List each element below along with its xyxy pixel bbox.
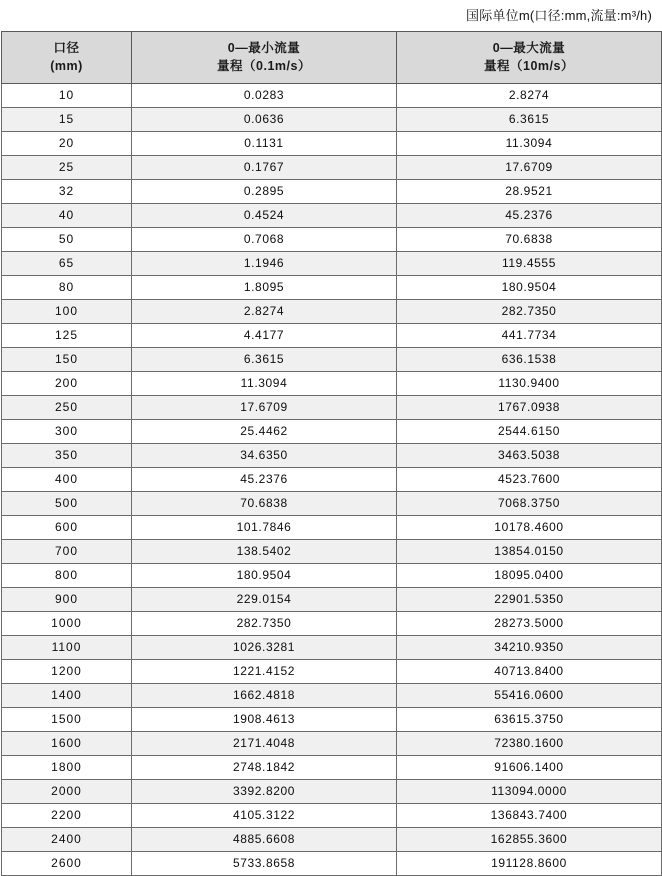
cell-diameter: 150 — [2, 348, 132, 372]
header-diameter — [2, 32, 132, 84]
table-row — [2, 156, 662, 180]
cell-max-flow: 113094.0000 — [397, 780, 662, 804]
cell-min-flow: 282.7350 — [132, 612, 397, 636]
table-row — [2, 492, 662, 516]
table-row — [2, 276, 662, 300]
header-max-flow-line2: 量程（10m/s） — [484, 59, 574, 73]
cell-diameter: 1800 — [2, 756, 132, 780]
table-row — [2, 612, 662, 636]
cell-min-flow: 5733.8658 — [132, 852, 397, 876]
cell-min-flow: 6.3615 — [132, 348, 397, 372]
table-row — [2, 828, 662, 852]
table-row — [2, 204, 662, 228]
cell-max-flow: 17.6709 — [397, 156, 662, 180]
cell-max-flow: 2.8274 — [397, 84, 662, 108]
cell-max-flow: 13854.0150 — [397, 540, 662, 564]
cell-diameter: 200 — [2, 372, 132, 396]
cell-diameter: 2400 — [2, 828, 132, 852]
cell-max-flow: 40713.8400 — [397, 660, 662, 684]
cell-min-flow: 17.6709 — [132, 396, 397, 420]
table-row — [2, 708, 662, 732]
cell-min-flow: 2748.1842 — [132, 756, 397, 780]
cell-min-flow: 45.2376 — [132, 468, 397, 492]
cell-max-flow: 4523.7600 — [397, 468, 662, 492]
table-row — [2, 300, 662, 324]
units-caption: 国际单位m(口径:mm,流量:m³/h) — [466, 8, 652, 23]
table-row — [2, 660, 662, 684]
cell-diameter: 50 — [2, 228, 132, 252]
cell-min-flow: 0.7068 — [132, 228, 397, 252]
cell-max-flow: 91606.1400 — [397, 756, 662, 780]
cell-min-flow: 1908.4613 — [132, 708, 397, 732]
cell-min-flow: 0.4524 — [132, 204, 397, 228]
cell-max-flow: 28273.5000 — [397, 612, 662, 636]
cell-diameter: 2200 — [2, 804, 132, 828]
cell-max-flow: 45.2376 — [397, 204, 662, 228]
cell-max-flow: 7068.3750 — [397, 492, 662, 516]
cell-max-flow: 11.3094 — [397, 132, 662, 156]
cell-max-flow: 180.9504 — [397, 276, 662, 300]
cell-min-flow: 2171.4048 — [132, 732, 397, 756]
header-min-flow — [132, 32, 397, 84]
cell-diameter: 80 — [2, 276, 132, 300]
cell-diameter: 25 — [2, 156, 132, 180]
cell-min-flow: 138.5402 — [132, 540, 397, 564]
table-row — [2, 516, 662, 540]
header-diameter-line2: (mm) — [50, 59, 83, 73]
cell-min-flow: 1026.3281 — [132, 636, 397, 660]
header-max-flow — [397, 32, 662, 84]
table-row — [2, 252, 662, 276]
cell-min-flow: 34.6350 — [132, 444, 397, 468]
cell-diameter: 125 — [2, 324, 132, 348]
table-row — [2, 636, 662, 660]
header-min-flow-line2: 量程（0.1m/s） — [217, 59, 311, 73]
cell-max-flow: 22901.5350 — [397, 588, 662, 612]
table-row — [2, 420, 662, 444]
cell-min-flow: 4885.6608 — [132, 828, 397, 852]
cell-diameter: 20 — [2, 132, 132, 156]
cell-diameter: 10 — [2, 84, 132, 108]
cell-max-flow: 28.9521 — [397, 180, 662, 204]
table-row — [2, 804, 662, 828]
table-row — [2, 468, 662, 492]
cell-diameter: 1100 — [2, 636, 132, 660]
cell-diameter: 1600 — [2, 732, 132, 756]
cell-diameter: 2600 — [2, 852, 132, 876]
cell-min-flow: 1662.4818 — [132, 684, 397, 708]
cell-diameter: 2000 — [2, 780, 132, 804]
cell-diameter: 1200 — [2, 660, 132, 684]
cell-diameter: 32 — [2, 180, 132, 204]
cell-max-flow: 34210.9350 — [397, 636, 662, 660]
cell-max-flow: 6.3615 — [397, 108, 662, 132]
cell-max-flow: 72380.1600 — [397, 732, 662, 756]
cell-max-flow: 18095.0400 — [397, 564, 662, 588]
cell-min-flow: 0.1131 — [132, 132, 397, 156]
table-row — [2, 780, 662, 804]
cell-diameter: 900 — [2, 588, 132, 612]
cell-diameter: 1400 — [2, 684, 132, 708]
table-row — [2, 372, 662, 396]
cell-diameter: 800 — [2, 564, 132, 588]
cell-min-flow: 3392.8200 — [132, 780, 397, 804]
cell-diameter: 500 — [2, 492, 132, 516]
cell-diameter: 350 — [2, 444, 132, 468]
cell-max-flow: 136843.7400 — [397, 804, 662, 828]
cell-min-flow: 0.0636 — [132, 108, 397, 132]
cell-max-flow: 63615.3750 — [397, 708, 662, 732]
cell-diameter: 700 — [2, 540, 132, 564]
cell-min-flow: 1.8095 — [132, 276, 397, 300]
cell-max-flow: 282.7350 — [397, 300, 662, 324]
cell-max-flow: 1767.0938 — [397, 396, 662, 420]
cell-diameter: 600 — [2, 516, 132, 540]
table-header — [2, 32, 662, 84]
cell-diameter: 65 — [2, 252, 132, 276]
table-row — [2, 180, 662, 204]
cell-min-flow: 25.4462 — [132, 420, 397, 444]
cell-max-flow: 119.4555 — [397, 252, 662, 276]
cell-min-flow: 4.4177 — [132, 324, 397, 348]
cell-diameter: 1000 — [2, 612, 132, 636]
cell-max-flow: 3463.5038 — [397, 444, 662, 468]
cell-min-flow: 101.7846 — [132, 516, 397, 540]
cell-max-flow: 55416.0600 — [397, 684, 662, 708]
cell-min-flow: 1.1946 — [132, 252, 397, 276]
cell-diameter: 250 — [2, 396, 132, 420]
cell-min-flow: 11.3094 — [132, 372, 397, 396]
cell-diameter: 15 — [2, 108, 132, 132]
table-row — [2, 348, 662, 372]
cell-diameter: 40 — [2, 204, 132, 228]
cell-max-flow: 70.6838 — [397, 228, 662, 252]
table-row — [2, 684, 662, 708]
cell-diameter: 100 — [2, 300, 132, 324]
cell-min-flow: 0.0283 — [132, 84, 397, 108]
table-row — [2, 564, 662, 588]
cell-max-flow: 162855.3600 — [397, 828, 662, 852]
cell-diameter: 400 — [2, 468, 132, 492]
cell-min-flow: 180.9504 — [132, 564, 397, 588]
table-row — [2, 396, 662, 420]
cell-max-flow: 2544.6150 — [397, 420, 662, 444]
cell-diameter: 300 — [2, 420, 132, 444]
table-row — [2, 444, 662, 468]
cell-min-flow: 0.2895 — [132, 180, 397, 204]
cell-min-flow: 2.8274 — [132, 300, 397, 324]
cell-min-flow: 4105.3122 — [132, 804, 397, 828]
cell-diameter: 1500 — [2, 708, 132, 732]
cell-max-flow: 191128.8600 — [397, 852, 662, 876]
table-row — [2, 756, 662, 780]
table-row — [2, 84, 662, 108]
table-row — [2, 540, 662, 564]
header-min-flow-line1: 0—最小流量 — [227, 40, 301, 55]
flow-range-table — [1, 31, 662, 876]
header-max-flow-line1: 0—最大流量 — [492, 40, 566, 55]
cell-max-flow: 636.1538 — [397, 348, 662, 372]
cell-min-flow: 229.0154 — [132, 588, 397, 612]
cell-max-flow: 441.7734 — [397, 324, 662, 348]
table-row — [2, 132, 662, 156]
table-row — [2, 228, 662, 252]
cell-min-flow: 0.1767 — [132, 156, 397, 180]
header-row — [2, 32, 662, 84]
cell-max-flow: 1130.9400 — [397, 372, 662, 396]
table-row — [2, 852, 662, 876]
cell-max-flow: 10178.4600 — [397, 516, 662, 540]
cell-min-flow: 1221.4152 — [132, 660, 397, 684]
table-row — [2, 324, 662, 348]
table-body — [2, 84, 662, 876]
header-diameter-line1: 口径 — [53, 40, 80, 55]
cell-min-flow: 70.6838 — [132, 492, 397, 516]
table-row — [2, 588, 662, 612]
table-row — [2, 108, 662, 132]
table-row — [2, 732, 662, 756]
